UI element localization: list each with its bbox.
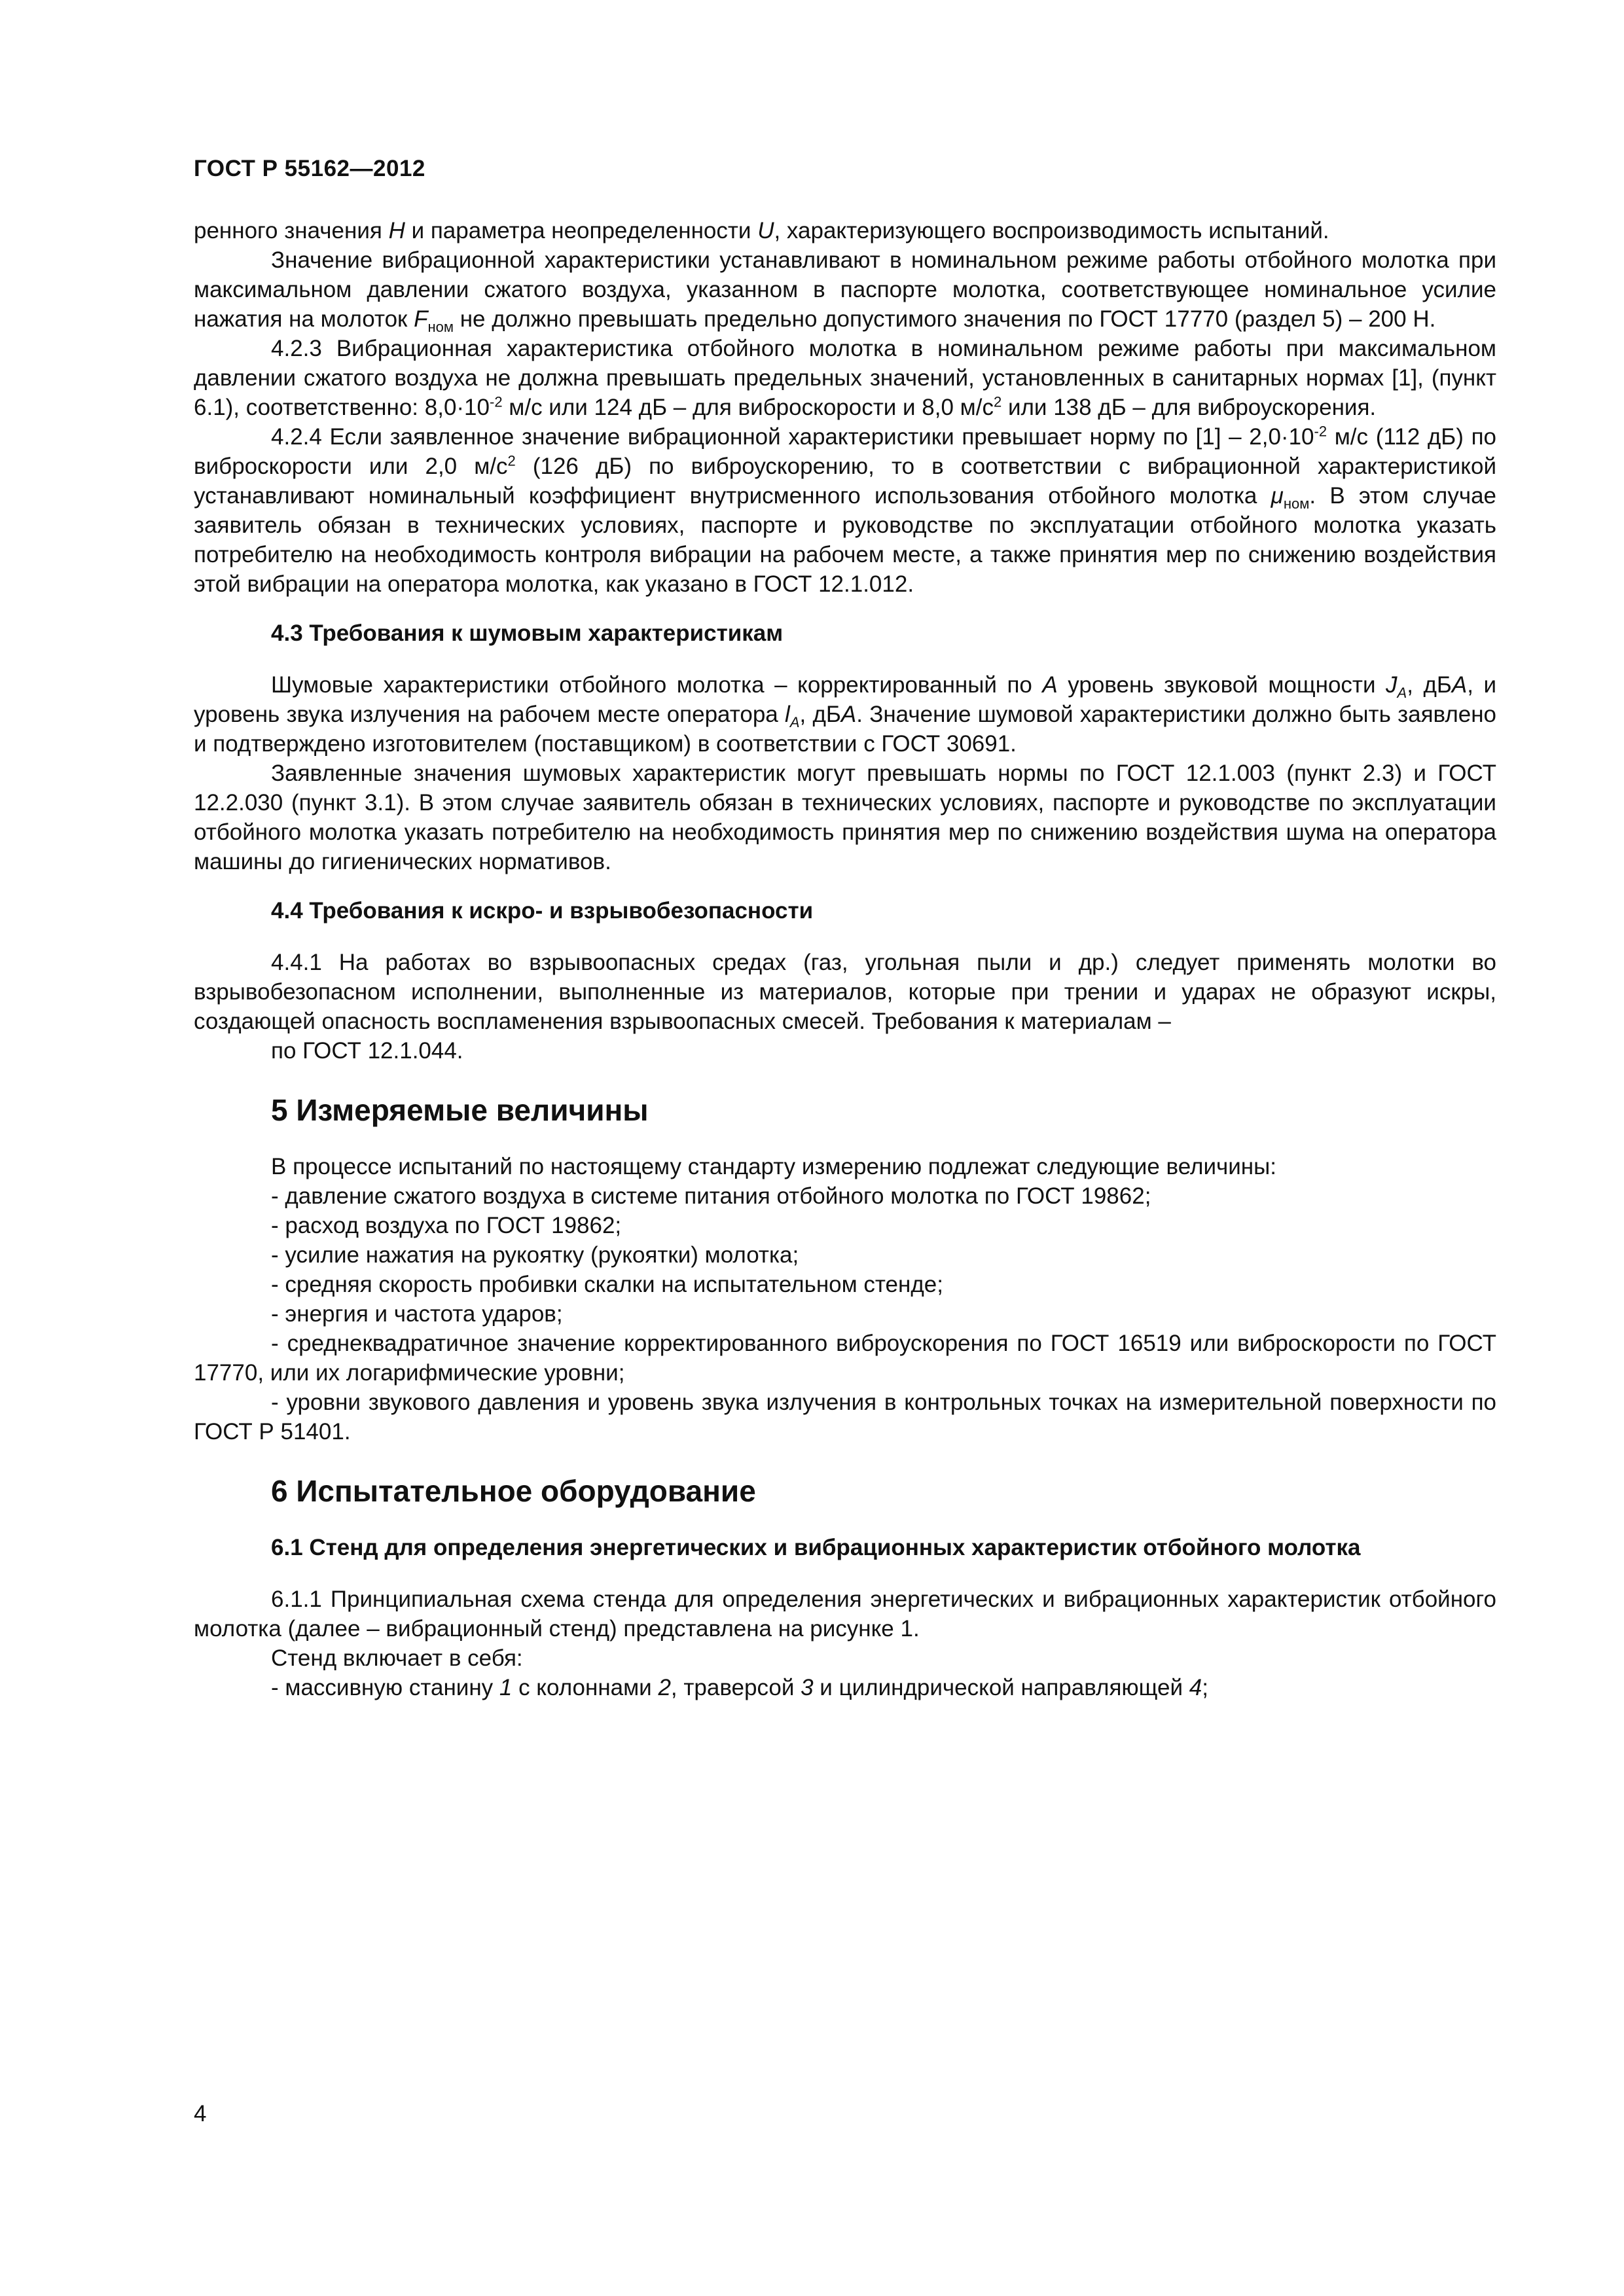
list-item: - усилие нажатия на рукоятку (рукоятки) молотка; <box>271 1242 799 1268</box>
page-header: ГОСТ Р 55162—2012 <box>194 156 425 181</box>
document-page <box>194 0 1496 2296</box>
paragraph-6-1-1: 6.1.1 Принципиальная схема стенда для определения энергетических и вибрационных характеристик отбойного молотка (далее – вибрационный стенд) представлена на рисунке 1. <box>194 1587 1496 1641</box>
list-item: - расход воздуха по ГОСТ 19862; <box>271 1213 622 1238</box>
page-number: 4 <box>194 2101 207 2126</box>
heading-section-5: 5 Измеряемые величины <box>271 1093 649 1127</box>
list-item: - давление сжатого воздуха в системе питания отбойного молотка по ГОСТ 19862; <box>271 1183 1151 1209</box>
document-body <box>194 216 1496 1702</box>
paragraph-gost-reference: по ГОСТ 12.1.044. <box>271 1038 463 1064</box>
paragraph-nominal-mode: Значение вибрационной характеристики устанавливают в номинальном режиме работы отбойного молотка при максимальном давлении сжатого воздуха, указанном в паспорте молотка, соответствующее номинальное усилие нажатия на молоток $F_{ном}$ не должно превышать предельно допустимого значения по ГОСТ 17770 (раздел 5) – 200 Н. <box>194 247 1496 335</box>
list-item: - энергия и частота ударов; <box>271 1301 563 1327</box>
heading-4-4: 4.4 Требования к искро- и взрывобезопасности <box>271 898 814 924</box>
heading-section-6: 6 Испытательное оборудование <box>271 1474 756 1508</box>
paragraph-noise-limits: Заявленные значения шумовых характеристик могут превышать нормы по ГОСТ 12.1.003 (пункт 2.3) и ГОСТ 12.2.030 (пункт 3.1). В этом случае заявитель обязан в технических условиях, паспорте и руководстве по эксплуатации отбойного молотка указать потребителю на необходимость принятия мер по снижению воздействия шума на оператора машины до гигиенических нормативов. <box>194 761 1496 874</box>
paragraph-4-4-1: 4.4.1 На работах во взрывоопасных средах (газ, угольная пыли и др.) следует применять молотки во взрывобезопасном исполнении, выполненные из материалов, которые при трении и ударах не образуют искры, создающей опасность воспламенения взрывоопасных смесей. Требования к материалам – <box>194 950 1496 1034</box>
heading-4-3: 4.3 Требования к шумовым характеристикам <box>271 620 784 646</box>
list-item: - среднеквадратичное значение корректированного виброускорения по ГОСТ 16519 или виброскорости по ГОСТ 17770, или их логарифмические уровни; <box>194 1331 1496 1386</box>
paragraph-continuation: ренного значения H и параметра неопределенности U, характеризующего воспроизводимость испытаний. <box>194 218 1329 243</box>
list-item: - массивную станину 1 с колоннами 2, траверсой 3 и цилиндрической направляющей 4; <box>271 1675 1208 1700</box>
paragraph-noise-characteristics: Шумовые характеристики отбойного молотка – корректированный по A уровень звуковой мощности $J_A$, дБA, и уровень звука излучения на рабочем месте оператора $l_A$, дБA. Значение шумовой характеристики должно быть заявлено и подтверждено изготовителем (поставщиком) в соответствии с ГОСТ 30691. <box>194 672 1497 757</box>
paragraph-4-2-3: 4.2.3 Вибрационная характеристика отбойного молотка в номинальном режиме работы при максимальном давлении сжатого воздуха не должна превышать предельных значений, установленных в санитарных нормах [1], (пункт 6.1), соответственно: $8,0\cdot 10^{-2}$ м/с или 124 дБ – для виброскорости и 8,0 $м/с^2$ или 138 дБ – для виброускорения. <box>194 336 1496 420</box>
paragraph-4-2-4: 4.2.4 Если заявленное значение вибрационной характеристики превышает норму по $[1] - 2,0\cdot 10^{-2}$ м/с (112 дБ) по виброскорости или 2,0 $м/с^2$ (126 дБ) по виброускорению, то в соответствии с вибрационной характеристикой устанавливают номинальный коэффициент внутрисменного использования отбойного молотка $\mu_{ном}$. В этом случае заявитель обязан в технических условиях, паспорте и руководстве по эксплуатации отбойного молотка указать потребителю на необходимость контроля вибрации на рабочем месте, а также принятия мер по снижению воздействия этой вибрации на оператора молотка, как указано в ГОСТ 12.1.012. <box>194 423 1497 597</box>
heading-6-1: 6.1 Стенд для определения энергетических и вибрационных характеристик отбойного молотка <box>271 1535 1361 1560</box>
paragraph-measured-intro: В процессе испытаний по настоящему стандарту измерению подлежат следующие величины: <box>271 1154 1277 1179</box>
list-item: - уровни звукового давления и уровень звука излучения в контрольных точках на измерительной поверхности по ГОСТ Р 51401. <box>194 1390 1496 1444</box>
list-item: - средняя скорость пробивки скалки на испытательном стенде; <box>271 1272 943 1297</box>
paragraph-stand-includes: Стенд включает в себя: <box>271 1645 523 1671</box>
